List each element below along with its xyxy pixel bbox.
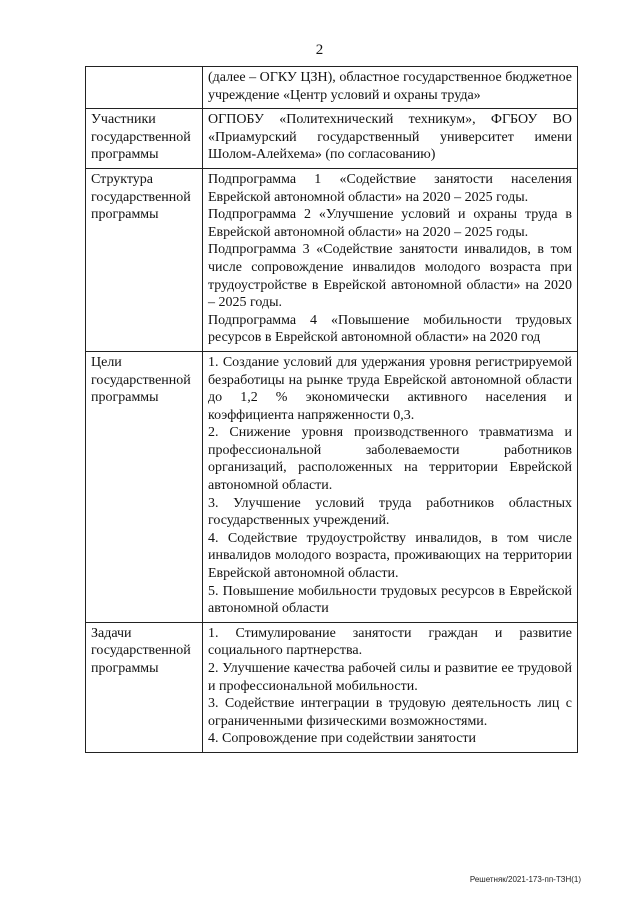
row-content	[203, 351, 578, 622]
table-row-structure	[86, 168, 578, 351]
table-row-continuation	[86, 67, 578, 109]
table-row-tasks	[86, 622, 578, 752]
content-paragraph: 3. Содействие интеграции в трудовую деятельность лиц с ограниченными физическими возможностями.	[208, 696, 572, 729]
content-paragraph: 1. Создание условий для удержания уровня регистрируемой безработицы на рынке труда Еврейской автономной области до 1,2 % экономически активного населения и коэффициента напряженности 0,3.	[208, 354, 572, 423]
row-content	[203, 622, 578, 752]
row-label: Участники государственной программы	[86, 109, 203, 169]
document-footer-code: Решетняк/2021-173-пп-ТЗН(1)	[469, 875, 581, 884]
program-passport-table	[85, 66, 578, 753]
row-content	[203, 67, 578, 109]
row-label: Цели государственной программы	[86, 351, 203, 622]
row-label: Задачи государственной программы	[86, 622, 203, 752]
content-paragraph: 2. Снижение уровня производственного травматизма и профессиональной заболеваемости работников организаций, расположенных на территории Еврейской автономной области.	[208, 425, 572, 494]
content-paragraph: 2. Улучшение качества рабочей силы и развитие ее трудовой и профессиональной мобильности.	[208, 661, 572, 694]
content-paragraph: ОГПОБУ «Политехнический техникум», ФГБОУ ВО «Приамурский государственный университет имени Шолом-Алейхема» (по согласованию)	[208, 112, 572, 163]
content-paragraph: 4. Сопровождение при содействии занятости	[208, 731, 477, 747]
row-content	[203, 168, 578, 351]
table-row-goals	[86, 351, 578, 622]
page-number: 2	[315, 42, 324, 58]
content-paragraph: 5. Повышение мобильности трудовых ресурсов в Еврейской автономной области	[208, 583, 572, 617]
content-paragraph: Подпрограмма 4 «Повышение мобильности трудовых ресурсов в Еврейской автономной области» на 2020 год	[208, 312, 572, 346]
content-paragraph: Подпрограмма 2 «Улучшение условий и охраны труда в Еврейской автономной области» на 2020 – 2025 годы.	[208, 207, 572, 240]
content-paragraph: 3. Улучшение условий труда работников областных государственных учреждений.	[208, 495, 572, 529]
content-paragraph: Подпрограмма 1 «Содействие занятости населения Еврейской автономной области» на 2020 – 2025 годы.	[208, 171, 572, 205]
row-content	[203, 109, 578, 169]
table-row-participants	[86, 109, 578, 169]
content-paragraph: 4. Содействие трудоустройству инвалидов, в том числе инвалидов молодого возраста, проживающих на территории Еврейской автономной области.	[208, 530, 572, 582]
content-paragraph: Подпрограмма 3 «Содействие занятости инвалидов, в том числе сопровождение инвалидов молодого возраста при трудоустройстве в Еврейской автономной области» на 2020 – 2025 годы.	[208, 242, 572, 311]
content-paragraph: (далее – ОГКУ ЦЗН), областное государственное бюджетное учреждение «Центр условий и охраны труда»	[208, 70, 572, 103]
row-label: Структура государственной программы	[86, 168, 203, 351]
row-label	[86, 67, 203, 109]
content-paragraph: 1. Стимулирование занятости граждан и развитие социального партнерства.	[208, 625, 572, 659]
